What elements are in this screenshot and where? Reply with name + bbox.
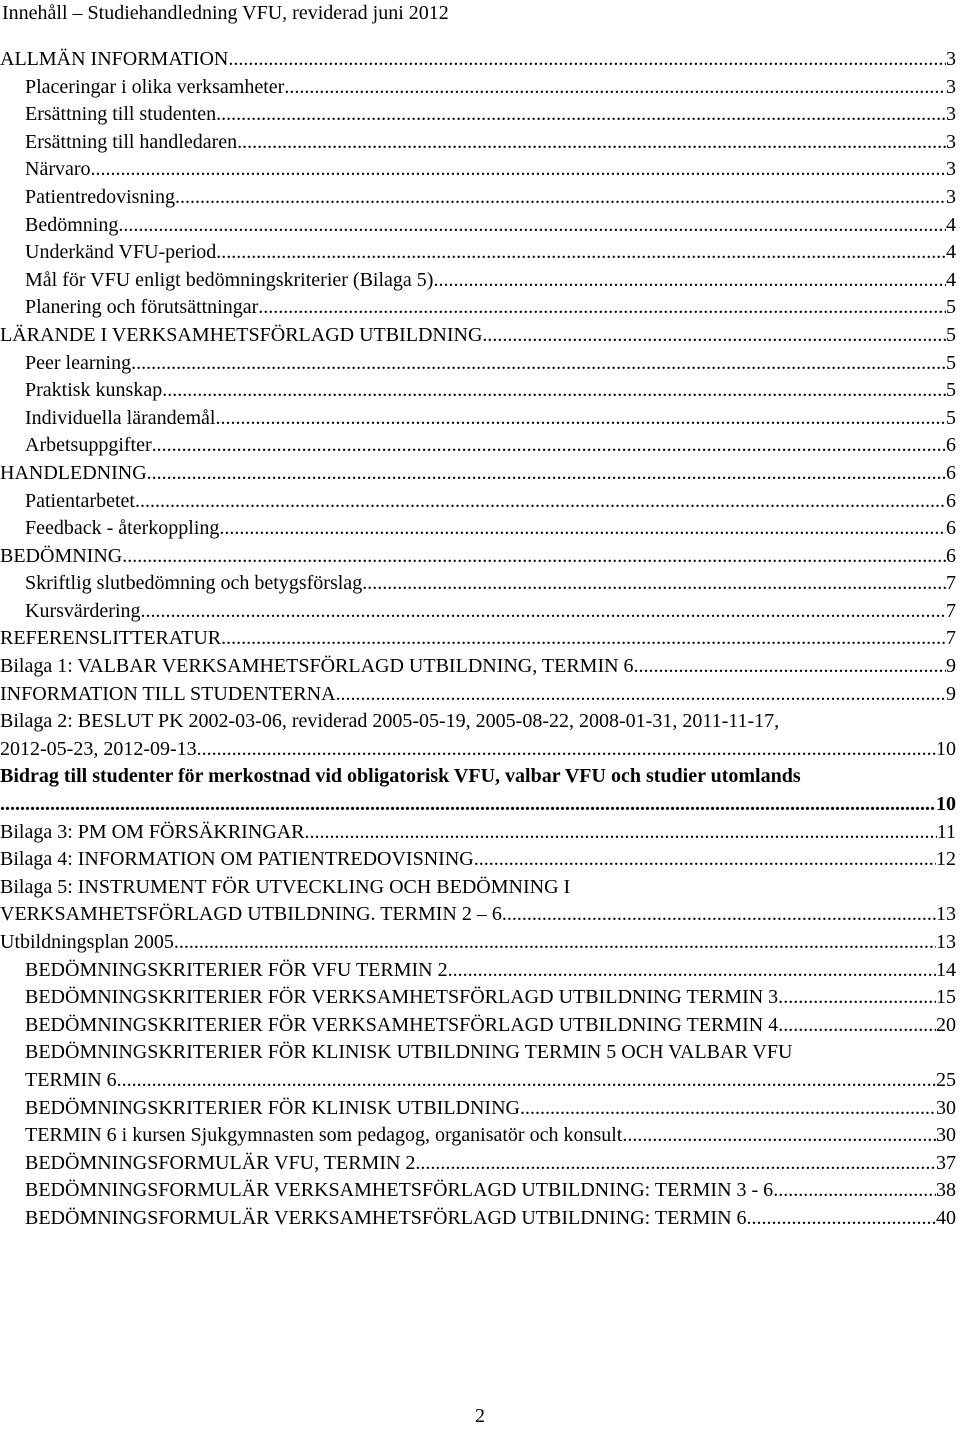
toc-entry-title: TERMIN 6. — [25, 1068, 122, 1091]
dot-leader — [216, 101, 946, 129]
toc-entry-page: 4 — [946, 213, 956, 236]
toc-entry-title: Planering och förutsättningar — [25, 296, 259, 319]
dot-leader — [304, 819, 936, 847]
toc-entry-page: 5 — [946, 379, 956, 402]
toc-entry[interactable] — [0, 294, 960, 322]
toc-entry-page: 3 — [946, 130, 956, 153]
dot-leader — [197, 736, 936, 764]
toc-entry-title: BEDÖMNING — [0, 544, 123, 567]
toc-entry-page: 7 — [946, 599, 956, 622]
toc-entry-title: BEDÖMNINGSKRITERIER FÖR VFU TERMIN 2 — [25, 958, 448, 981]
toc-entry-page: 3 — [946, 103, 956, 126]
toc-entry-page: 3 — [946, 48, 956, 70]
dot-leader — [448, 957, 936, 985]
dot-leader — [336, 681, 946, 709]
toc-entry[interactable] — [0, 763, 960, 818]
toc-entry-page: 6 — [946, 517, 956, 540]
toc-entry-title: Praktisk kunskap — [25, 379, 163, 402]
toc-entry[interactable] — [0, 1150, 960, 1178]
toc-entry[interactable] — [0, 874, 960, 929]
toc-entry-page: 5 — [946, 351, 956, 374]
toc-entry-page: 3 — [946, 158, 956, 181]
toc-entry[interactable] — [0, 1012, 960, 1040]
toc-entry-title: Patientredovisning — [25, 185, 175, 208]
toc-entry-title-line1: BEDÖMNINGSKRITERIER FÖR KLINISK UTBILDNING TERMIN 5 OCH VALBAR VFU — [25, 1041, 793, 1064]
toc-entry[interactable] — [0, 653, 960, 681]
toc-entry[interactable] — [0, 984, 960, 1012]
dot-leader — [122, 543, 946, 571]
dot-leader — [474, 846, 936, 874]
toc-entry-page: 7 — [946, 627, 956, 650]
dot-leader — [215, 405, 946, 433]
toc-entry[interactable] — [0, 598, 960, 626]
toc-entry-page: 6 — [946, 461, 956, 484]
toc-entry-page: 38 — [936, 1179, 956, 1202]
toc-entry-title: BEDÖMNINGSFORMULÄR VERKSAMHETSFÖRLAGD UTBILDNING: TERMIN 6 — [25, 1206, 747, 1229]
toc-entry-page: 25 — [936, 1068, 956, 1091]
dot-leader — [219, 515, 946, 543]
toc-entry-title: Peer learning — [25, 351, 132, 374]
toc-entry[interactable] — [0, 543, 960, 571]
dot-leader — [0, 791, 936, 819]
toc-entry-page: 20 — [936, 1013, 956, 1036]
dot-leader — [216, 239, 946, 267]
toc-entry[interactable] — [0, 46, 960, 74]
toc-entry[interactable] — [0, 708, 960, 763]
toc-entry[interactable] — [0, 1177, 960, 1205]
toc-entry-page: 30 — [936, 1096, 956, 1119]
toc-entry-title: Närvaro — [25, 158, 91, 181]
toc-entry[interactable] — [0, 377, 960, 405]
toc-entry-page: 5 — [946, 406, 956, 429]
toc-entry[interactable] — [0, 212, 960, 240]
dot-leader — [122, 1067, 936, 1095]
toc-entry-title: LÄRANDE I VERKSAMHETSFÖRLAGD UTBILDNING — [0, 323, 483, 346]
toc-entry[interactable] — [0, 322, 960, 350]
toc-entry-title: Bilaga 4: INFORMATION OM PATIENTREDOVISNING — [0, 848, 474, 871]
toc-entry-page: 13 — [936, 931, 956, 953]
toc-entry-title: TERMIN 6 i kursen Sjukgymnasten som pedagog, organisatör och konsult. — [25, 1124, 628, 1147]
dot-leader — [174, 929, 936, 957]
toc-entry-page: 3 — [946, 75, 956, 98]
dot-leader — [147, 460, 946, 488]
toc-entry-title: Individuella lärandemål — [25, 406, 216, 429]
dot-leader — [221, 625, 946, 653]
dot-leader — [627, 1122, 936, 1150]
toc-entry[interactable] — [0, 432, 960, 460]
toc-entry[interactable] — [0, 1205, 960, 1233]
toc-entry-page: 6 — [946, 489, 956, 512]
dot-leader — [91, 156, 946, 184]
toc-entry-page: 40 — [936, 1206, 956, 1229]
toc-entry-page: 9 — [946, 682, 956, 705]
toc-entry-title: Kursvärdering — [25, 599, 141, 622]
dot-leader — [175, 184, 946, 212]
toc-entry[interactable] — [0, 570, 960, 598]
toc-entry[interactable] — [0, 957, 960, 985]
toc-entry-title: Ersättning till handledaren — [25, 130, 238, 153]
toc-entry-title-line1: Bilaga 5: INSTRUMENT FÖR UTVECKLING OCH BEDÖMNING I — [0, 875, 571, 898]
toc-entry-page: 14 — [936, 958, 956, 981]
toc-entry-page: 5 — [946, 296, 956, 319]
toc-entry-title: HANDLEDNING — [0, 461, 147, 484]
toc-entry-page: 5 — [946, 323, 956, 346]
toc-entry-title: 2012-05-23, 2012-09-13 — [0, 737, 197, 760]
toc-entry[interactable] — [0, 74, 960, 102]
toc-entry[interactable] — [0, 184, 960, 212]
dot-leader — [783, 984, 936, 1012]
toc-entry-page: 6 — [946, 544, 956, 567]
toc-entry[interactable] — [0, 1095, 960, 1123]
toc-entry-page: 6 — [946, 434, 956, 457]
toc-entry[interactable] — [0, 101, 960, 129]
dot-leader — [284, 74, 946, 102]
toc-entry-page: 4 — [946, 241, 956, 264]
toc-entry-title: BEDÖMNINGSKRITERIER FÖR VERKSAMHETSFÖRLAGD UTBILDNING TERMIN 4 — [25, 1013, 779, 1036]
dot-leader — [362, 570, 946, 598]
toc-entry-title: Ersättning till studenten — [25, 103, 217, 126]
toc-entry-page: 3 — [946, 185, 956, 208]
dot-leader — [773, 1177, 936, 1205]
page-title: Innehåll – Studiehandledning VFU, reviderad juni 2012 — [2, 2, 449, 24]
toc-entry-title: Bedömning — [25, 213, 119, 236]
dot-leader — [420, 1150, 936, 1178]
toc-entry[interactable] — [0, 156, 960, 184]
toc-entry[interactable] — [0, 846, 960, 874]
dot-leader — [135, 488, 946, 516]
dot-leader — [634, 653, 946, 681]
toc-entry-title: BEDÖMNINGSFORMULÄR VFU, TERMIN 2. — [25, 1151, 421, 1174]
toc-entry-title: Arbetsuppgifter — [25, 434, 152, 457]
toc-entry-title: BEDÖMNINGSKRITERIER FÖR KLINISK UTBILDNING — [25, 1096, 520, 1119]
dot-leader — [118, 212, 946, 240]
dot-leader — [131, 350, 946, 378]
toc-entry[interactable] — [0, 819, 960, 847]
toc-entry-title: Bilaga 3: PM OM FÖRSÄKRINGAR — [0, 820, 305, 843]
dot-leader — [141, 598, 946, 626]
toc-entry-page: 10 — [936, 737, 956, 760]
toc-entry[interactable] — [0, 681, 960, 709]
toc-entry-title: Feedback - återkoppling — [25, 517, 220, 540]
dot-leader — [162, 377, 946, 405]
toc-entry-page: 4 — [946, 268, 956, 291]
toc-entry[interactable] — [0, 625, 960, 653]
page-number: 2 — [475, 1405, 485, 1427]
toc-entry[interactable] — [0, 460, 960, 488]
toc-entry-title: Utbildningsplan 2005 — [0, 931, 174, 953]
dot-leader — [228, 46, 946, 74]
toc-entry-title: Skriftlig slutbedömning och betygsförslag — [25, 572, 363, 595]
toc-entry[interactable] — [0, 350, 960, 378]
toc-entry[interactable] — [0, 488, 960, 516]
dot-leader — [520, 1095, 936, 1123]
dot-leader — [237, 129, 946, 157]
toc-entry-title-line1: Bidrag till studenter för merkostnad vid obligatorisk VFU, valbar VFU och studier utomlands — [0, 765, 801, 788]
toc-entry[interactable] — [0, 129, 960, 157]
dot-leader — [433, 267, 946, 295]
toc-entry-title: VERKSAMHETSFÖRLAGD UTBILDNING. TERMIN 2 – 6 — [0, 903, 502, 926]
toc-entry-title: INFORMATION TILL STUDENTERNA — [0, 682, 336, 705]
toc-entry[interactable] — [0, 405, 960, 433]
dot-leader — [747, 1205, 936, 1233]
toc-entry[interactable] — [0, 929, 960, 957]
toc-entry[interactable] — [0, 515, 960, 543]
toc-entry-page: 11 — [936, 820, 956, 843]
toc-entry-page: 9 — [946, 655, 956, 678]
toc-entry-title: BEDÖMNINGSKRITERIER FÖR VERKSAMHETSFÖRLAGD UTBILDNING TERMIN 3. — [25, 986, 784, 1009]
toc-entry-title: Mål för VFU enligt bedömningskriterier (Bilaga 5) — [25, 268, 434, 291]
toc-entry-title-line1: Bilaga 2: BESLUT PK 2002-03-06, reviderad 2005-05-19, 2005-08-22, 2008-01-31, 2011-11-17, — [0, 710, 780, 733]
toc-entry-page: 30 — [936, 1124, 956, 1147]
toc-entry-title: REFERENSLITTERATUR — [0, 627, 222, 650]
toc-entry-title: Patientarbetet — [25, 489, 135, 512]
toc-entry-page: 13 — [936, 903, 956, 926]
toc-entry-page: 7 — [946, 572, 956, 595]
table-of-contents — [0, 46, 960, 1233]
toc-entry[interactable] — [0, 267, 960, 295]
toc-entry-title: Placeringar i olika verksamheter — [25, 75, 285, 98]
toc-entry-page: 10 — [936, 793, 956, 816]
toc-entry-title: Bilaga 1: VALBAR VERKSAMHETSFÖRLAGD UTBILDNING, TERMIN 6 — [0, 655, 634, 678]
toc-entry[interactable] — [0, 239, 960, 267]
dot-leader — [258, 294, 946, 322]
dot-leader — [502, 901, 936, 929]
toc-entry-title: BEDÖMNINGSFORMULÄR VERKSAMHETSFÖRLAGD UTBILDNING: TERMIN 3 - 6 — [25, 1179, 774, 1202]
dot-leader — [482, 322, 946, 350]
toc-entry-page: 12 — [936, 848, 956, 871]
toc-entry[interactable] — [0, 1039, 960, 1094]
dot-leader — [152, 432, 946, 460]
toc-entry-page: 15 — [936, 986, 956, 1009]
toc-entry[interactable] — [0, 1122, 960, 1150]
toc-entry-title: ALLMÄN INFORMATION — [0, 48, 229, 70]
toc-entry-title: Underkänd VFU-period — [25, 241, 217, 264]
toc-entry-page: 37 — [936, 1151, 956, 1174]
dot-leader — [778, 1012, 936, 1040]
